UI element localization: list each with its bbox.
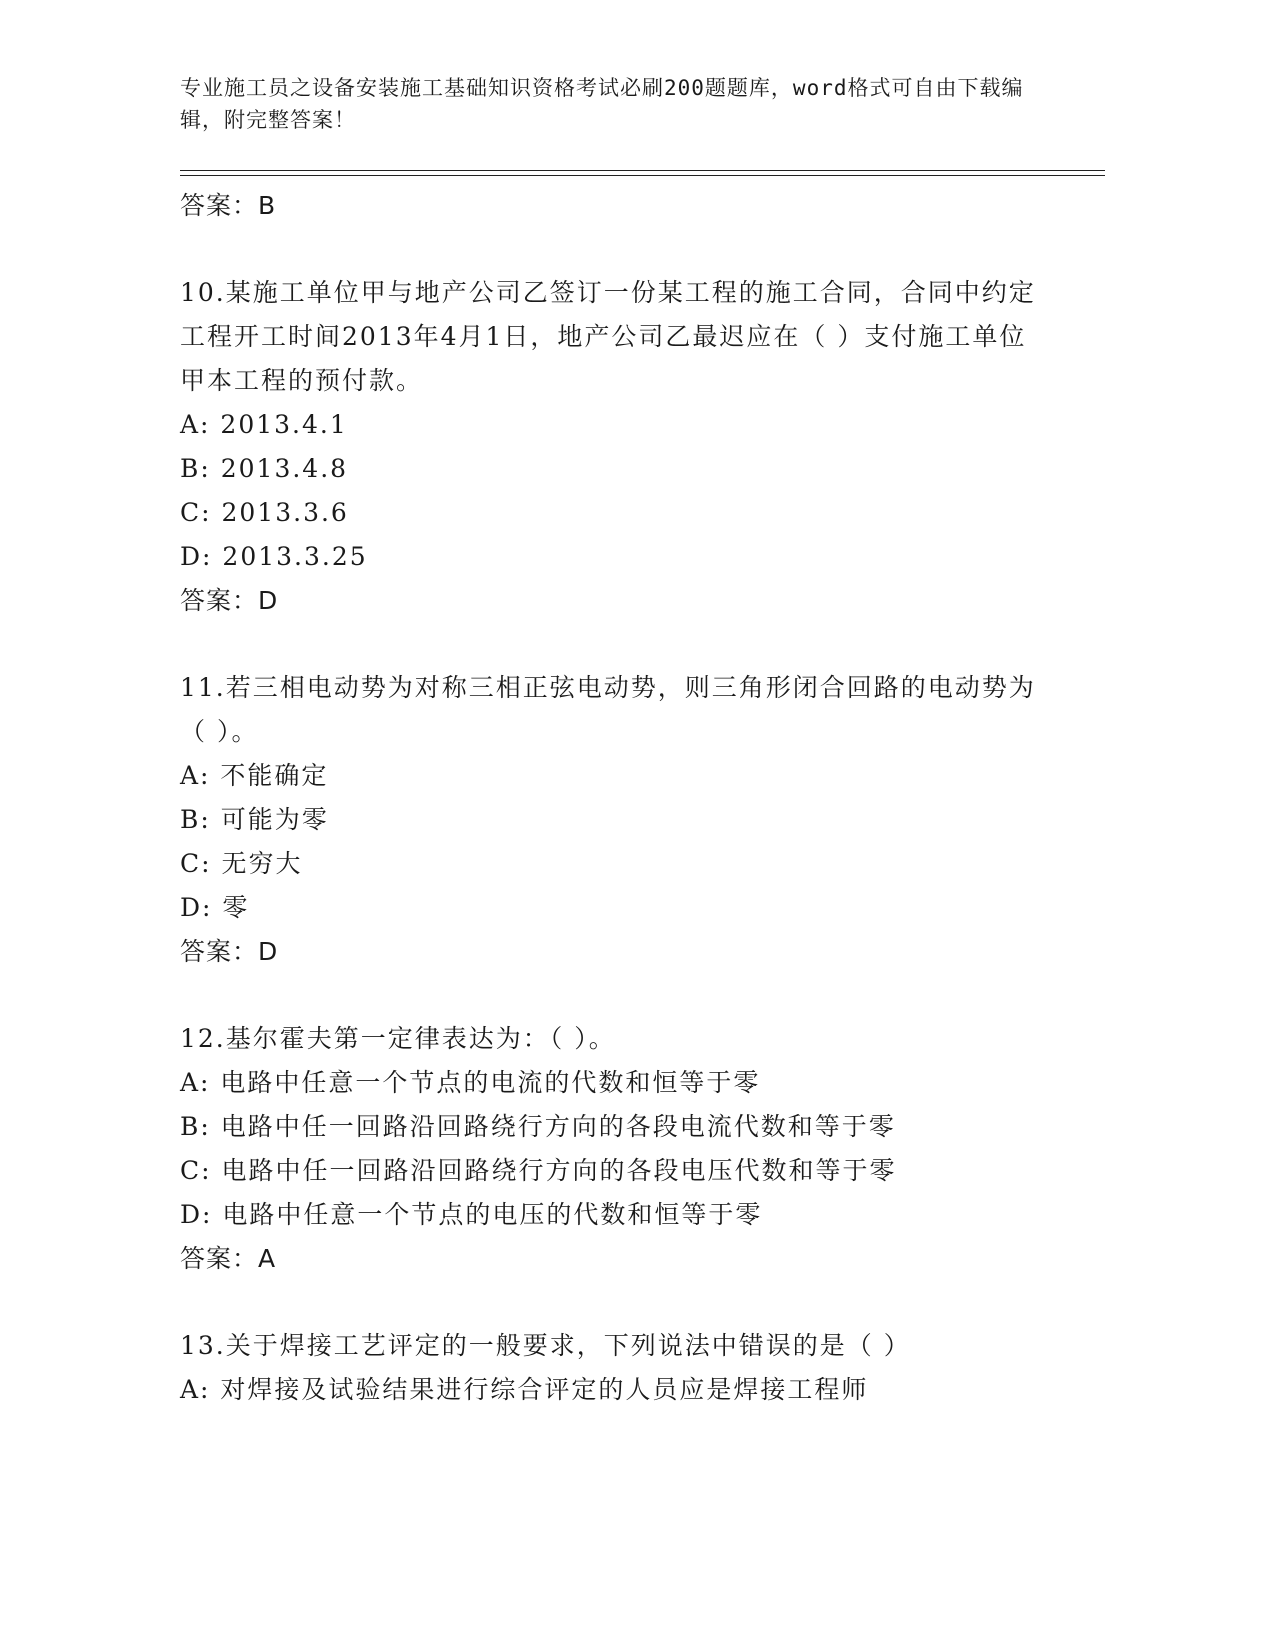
option-b: B: 电路中任一回路沿回路绕行方向的各段电流代数和等于零 — [180, 1112, 896, 1141]
question-10 — [180, 271, 1080, 623]
option-d: D: 零 — [180, 893, 250, 922]
question-13 — [180, 1324, 1080, 1412]
option-d: D: 电路中任意一个节点的电压的代数和恒等于零 — [180, 1200, 763, 1229]
option-b: B: 可能为零 — [180, 805, 329, 834]
question-list — [180, 184, 1080, 1412]
option-d: D: 2013.3.25 — [180, 542, 368, 571]
answer: 答案：A — [180, 1244, 277, 1273]
question-text: 13.关于焊接工艺评定的一般要求，下列说法中错误的是（ ） — [180, 1331, 911, 1360]
option-c: C: 无穷大 — [180, 849, 303, 878]
option-a: A: 不能确定 — [180, 761, 329, 790]
question-text: 12.基尔霍夫第一定律表达为：（ ）。 — [180, 1024, 616, 1053]
header-divider-top — [180, 170, 1105, 171]
answer: 答案：D — [180, 937, 279, 966]
question-text: 10.某施工单位甲与地产公司乙签订一份某工程的施工合同，合同中约定工程开工时间2013年4月1日，地产公司乙最迟应在（ ）支付施工单位甲本工程的预付款。 — [180, 278, 1036, 395]
option-b: B: 2013.4.8 — [180, 454, 349, 483]
question-11 — [180, 666, 1080, 974]
question-text: 11.若三相电动势为对称三相正弦电动势，则三角形闭合回路的电动势为（ ）。 — [180, 673, 1036, 746]
option-a: A: 电路中任意一个节点的电流的代数和恒等于零 — [180, 1068, 761, 1097]
question-12 — [180, 1017, 1080, 1281]
page-header: 专业施工员之设备安装施工基础知识资格考试必刷200题题库，word格式可自由下载编辑，附完整答案！ — [180, 76, 1024, 132]
header-divider-bottom — [180, 175, 1105, 176]
option-a: A: 对焊接及试验结果进行综合评定的人员应是焊接工程师 — [180, 1375, 869, 1404]
answer: 答案：D — [180, 586, 279, 615]
option-c: C: 电路中任一回路沿回路绕行方向的各段电压代数和等于零 — [180, 1156, 897, 1185]
previous-answer: 答案：B — [180, 191, 277, 220]
option-a: A: 2013.4.1 — [180, 410, 348, 439]
option-c: C: 2013.3.6 — [180, 498, 349, 527]
